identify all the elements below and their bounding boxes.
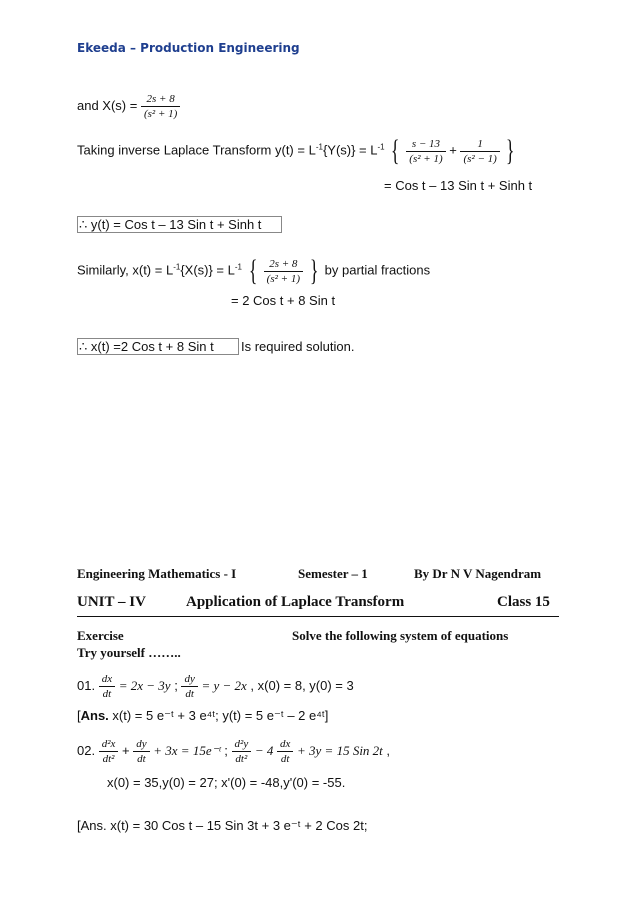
q1-frac-dy-den: dt	[185, 688, 194, 700]
q2-frac-d2x	[99, 738, 119, 765]
inverse-result: = Cos t – 13 Sin t + Sinh t	[384, 178, 533, 193]
q2-plus1: +	[122, 742, 130, 758]
q2-eq2: + 3y = 15 Sin 2t	[297, 742, 383, 758]
q2-frac-d2x-den: dt²	[102, 753, 115, 765]
ans1-text: x(t) = 5 e⁻ᵗ + 3 e⁴ᵗ; y(t) = 5 e⁻ᵗ – 2 e⁴ᵗ]	[112, 708, 329, 723]
xs-line	[77, 93, 180, 120]
inv-fraction-2	[460, 138, 499, 165]
inv-f1-den: (s² + 1)	[409, 152, 443, 165]
inv-f1-num: s − 13	[406, 138, 445, 152]
sim-right-brace: }	[309, 254, 319, 287]
q2-sep: ;	[224, 742, 228, 758]
q2-frac-d2x-num: d²x	[99, 738, 119, 752]
q2-frac-dy	[133, 738, 149, 765]
similarly-line	[77, 256, 430, 286]
similarly-result: = 2 Cos t + 8 Sin t	[231, 293, 336, 308]
q2-minus: − 4	[254, 742, 274, 758]
answer-2: [Ans. x(t) = 30 Cos t – 15 Sin 3t + 3 e⁻ᵗ + 2 Cos 2t;	[77, 818, 368, 833]
sim-prefix: Similarly, x(t) = L	[77, 262, 174, 278]
q1-eq1: = 2x − 3y	[118, 677, 171, 693]
right-brace: }	[506, 134, 515, 167]
sim-num: 2s + 8	[264, 258, 303, 272]
q2-frac-dx-num: dx	[277, 738, 293, 752]
xs-numerator: 2s + 8	[141, 93, 180, 107]
unit-divider	[77, 616, 559, 617]
q2-frac-d2y-den: dt²	[235, 753, 248, 765]
inv-prefix: Taking inverse Laplace Transform y(t) = L	[77, 142, 316, 158]
q2-frac-dx	[277, 738, 293, 765]
exercise-instruction: Solve the following system of equations	[292, 628, 509, 643]
q2-frac-d2y-num: d²y	[232, 738, 252, 752]
q2-frac-d2y	[232, 738, 252, 765]
inv-f2-num: 1	[460, 138, 499, 152]
q1-frac-dx-den: dt	[102, 688, 112, 700]
q1-initial: , x(0) = 8, y(0) = 3	[250, 677, 354, 693]
q1-number: 01.	[77, 677, 96, 693]
exercise-label: Exercise	[77, 628, 124, 643]
q1-eq2: = y − 2x	[201, 677, 247, 693]
q1-frac-dy	[181, 673, 197, 700]
q2-number: 02.	[77, 742, 96, 758]
xs-prefix: and X(s) =	[77, 97, 138, 113]
sim-mid: {X(s)} = L	[180, 262, 235, 278]
x-solution-text: ∴ x(t) =2 Cos t + 8 Sin t	[79, 339, 214, 354]
sim-den: (s² + 1)	[266, 272, 300, 285]
sim-left-brace: {	[248, 254, 258, 287]
answer-1	[77, 708, 328, 724]
inv-f2-den: (s² − 1)	[463, 152, 497, 165]
sim-sup2: -1	[234, 262, 242, 272]
q2-frac-dy-den: dt	[137, 753, 146, 765]
inv-sup2: -1	[377, 142, 385, 152]
inv-mid: {Y(s)} = L	[322, 142, 378, 158]
sim-fraction	[264, 258, 303, 285]
ans1-label: Ans.	[80, 708, 109, 723]
semester: Semester – 1	[298, 566, 368, 581]
inv-fraction-1	[406, 138, 445, 165]
q1-frac-dx-num: dx	[99, 673, 115, 687]
q2-frac-dx-den: dt	[280, 753, 290, 765]
class-number: Class 15	[497, 594, 550, 610]
xs-fraction	[141, 93, 180, 120]
question-2	[77, 738, 390, 765]
q1-frac-dx	[99, 673, 115, 700]
y-solution: ∴ y(t) = Cos t – 13 Sin t + Sinh t	[79, 217, 262, 232]
x-solution-suffix: Is required solution.	[241, 339, 355, 354]
q1-frac-dy-num: dy	[181, 673, 197, 687]
inv-sup1: -1	[315, 142, 323, 152]
course-name: Engineering Mathematics - I	[77, 566, 237, 581]
q2-frac-dy-num: dy	[133, 738, 149, 752]
unit-label: UNIT – IV	[77, 594, 146, 610]
q1-sep: ;	[174, 677, 178, 693]
sim-sup1: -1	[173, 262, 181, 272]
q2-eq1: + 3x = 15e⁻ᵗ	[153, 742, 221, 758]
unit-topic: Application of Laplace Transform	[186, 594, 405, 610]
try-yourself: Try yourself ……..	[77, 645, 181, 660]
page-header-title: Ekeeda – Production Engineering	[77, 41, 300, 55]
inv-plus: +	[449, 142, 457, 158]
inverse-laplace-line	[77, 136, 518, 166]
xs-denominator: (s² + 1)	[143, 108, 178, 120]
ans1-bracket: [	[77, 708, 81, 723]
author: By Dr N V Nagendram	[414, 566, 542, 581]
sim-suffix: by partial fractions	[324, 262, 431, 278]
question-1	[77, 673, 354, 700]
x-solution	[79, 339, 214, 355]
q2-comma: ,	[386, 742, 391, 758]
q2-initial: x(0) = 35,y(0) = 27; x'(0) = -48,y'(0) = -55.	[107, 775, 346, 790]
left-brace: {	[391, 134, 400, 167]
